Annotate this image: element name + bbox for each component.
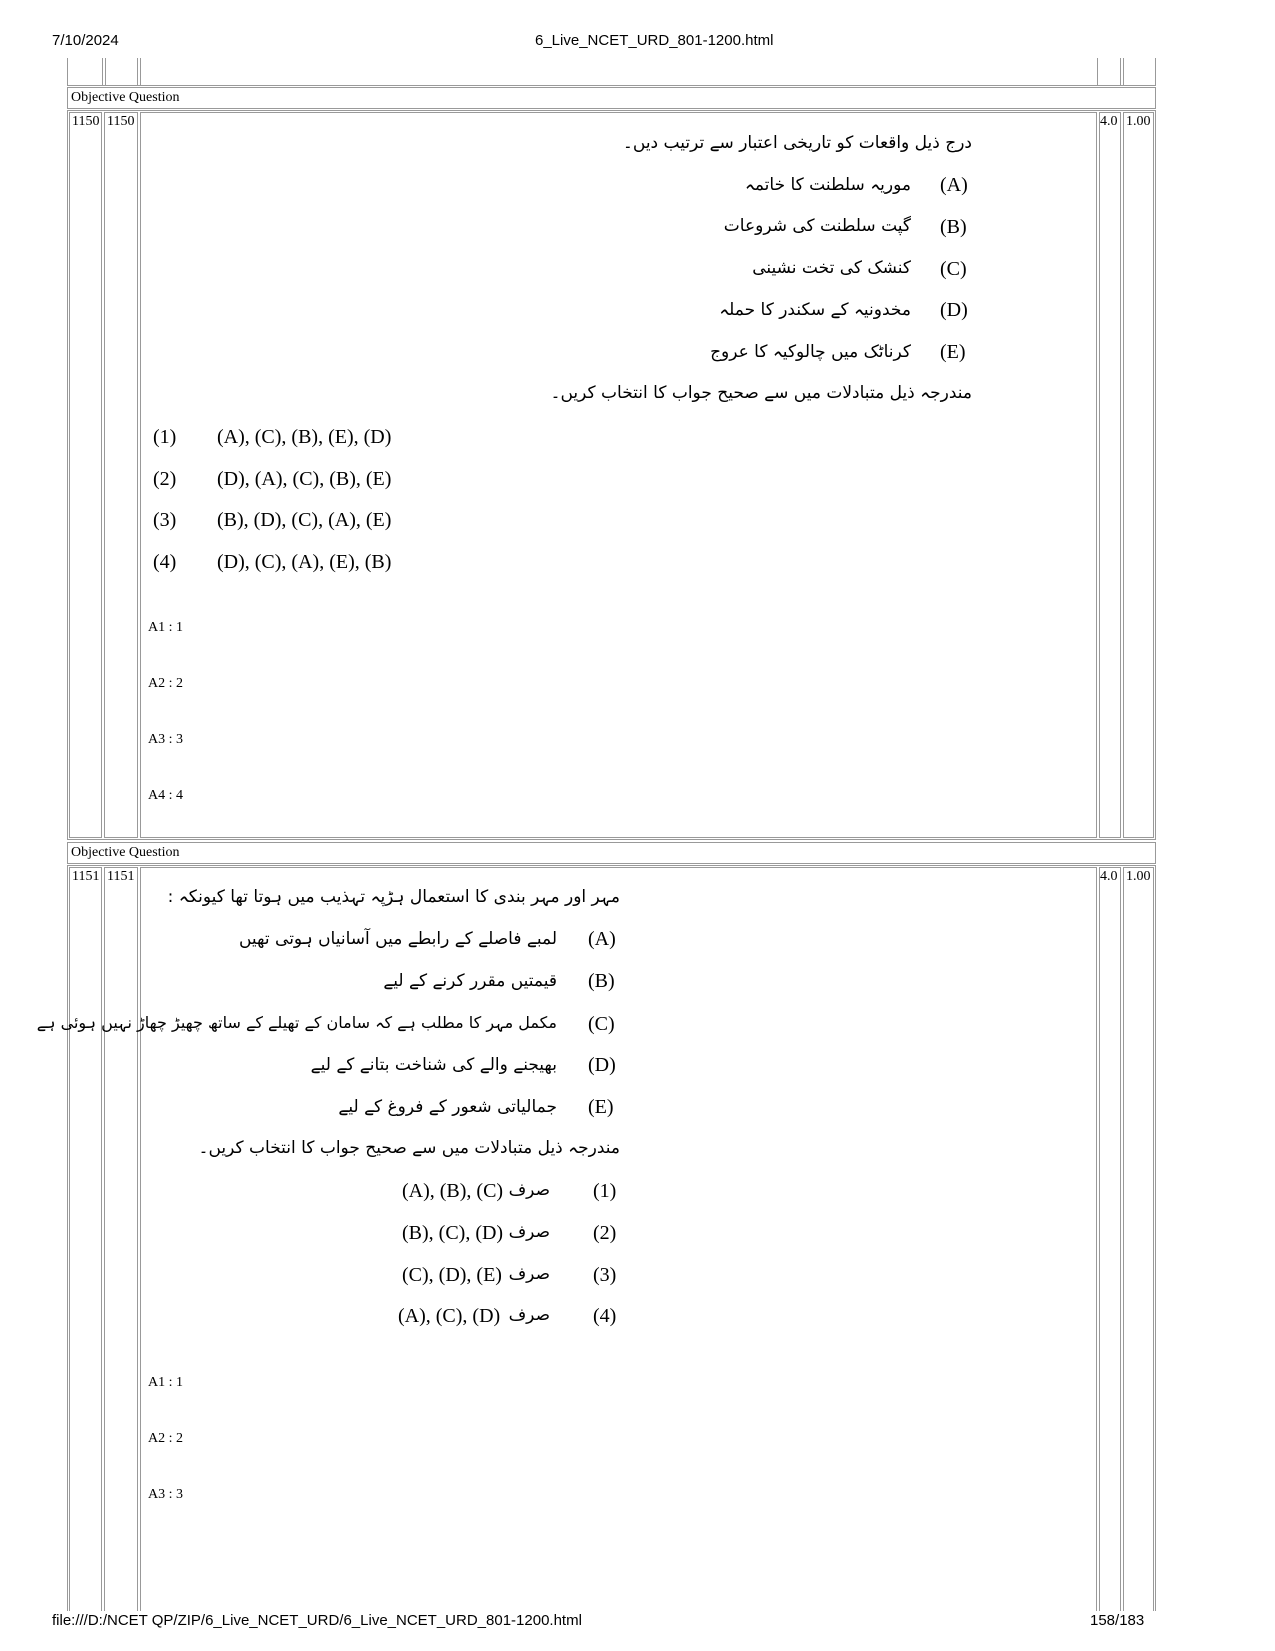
option-text: (D), (C), (A), (E), (B) [217,551,392,573]
option-text: (C), (D), (E) [402,1264,502,1286]
answer-key: A4 : 4 [148,788,183,803]
answer-key: A3 : 3 [148,1487,183,1502]
question-id: 1150 [107,114,135,129]
option-text: (B), (D), (C), (A), (E) [217,509,392,531]
option-number: (1) [153,426,177,448]
negative-marks-value: 1.00 [1126,869,1151,884]
option-text: (A), (C), (D) [398,1305,501,1327]
marks-cell [1099,112,1121,838]
item-text: کرناٹک میں چالوکیہ کا عروج [710,342,911,362]
item-label: (A) [940,174,968,196]
option-text: (A), (C), (B), (E), (D) [217,426,392,448]
answer-key: A3 : 3 [148,732,183,747]
instruction-text: مندرجہ ذیل متبادلات میں سے صحیح جواب کا انتخاب کریں۔ [550,383,972,403]
option-text: (D), (A), (C), (B), (E) [217,468,392,490]
item-text: جمالیاتی شعور کے فروغ کے لیے [338,1097,557,1117]
question-type-row [67,87,1156,109]
answer-key: A1 : 1 [148,620,183,635]
question-stem: درج ذیل واقعات کو تاریخی اعتبار سے ترتیب دیں۔ [622,133,972,153]
instruction-text: مندرجہ ذیل متبادلات میں سے صحیح جواب کا انتخاب کریں۔ [198,1138,620,1158]
marks-value: 4.0 [1100,869,1118,884]
option-number: (1) [593,1180,617,1202]
marks-cell [1099,867,1121,1611]
item-label: (B) [588,970,615,992]
option-prefix: صرف [508,1305,550,1325]
option-text: (B), (C), (D) [402,1222,504,1244]
item-text: کنشک کی تخت نشینی [752,258,911,278]
neg-cell [1123,867,1154,1611]
qid-cell [104,112,138,838]
item-text: مخدونیہ کے سکندر کا حملہ [719,300,911,320]
neg-cell [1123,112,1154,838]
print-date: 7/10/2024 [52,32,119,49]
item-text: مکمل مہر کا مطلب ہے کہ سامان کے تھیلے کے ساتھ چھیڑ چھاڑ نہیں ہوئی ہے [36,1013,557,1032]
item-text: لمبے فاصلے کے رابطے میں آسانیاں ہوتی تھیں [238,929,557,949]
item-text: بھیجنے والے کی شناخت بتانے کے لیے [310,1055,557,1075]
option-prefix: صرف [508,1264,550,1284]
question-type-row [67,842,1156,864]
question-type-label: Objective Question [71,90,180,105]
option-number: (2) [593,1222,617,1244]
item-label: (A) [588,928,616,950]
item-label: (D) [940,299,968,321]
serial-number: 1150 [72,114,100,129]
option-prefix: صرف [508,1180,550,1200]
page-title: 6_Live_NCET_URD_801-1200.html [535,32,774,49]
option-number: (3) [153,509,177,531]
option-number: (4) [153,551,177,573]
content-cell [140,867,1097,1611]
question-id: 1151 [107,869,135,884]
question-type-label: Objective Question [71,845,180,860]
qid-cell [104,867,138,1611]
serial-number: 1151 [72,869,100,884]
item-text: موریہ سلطنت کا خاتمہ [744,175,911,195]
option-number: (3) [593,1264,617,1286]
item-label: (E) [940,341,966,363]
item-label: (B) [940,216,967,238]
option-text: (A), (B), (C) [402,1180,504,1202]
option-prefix: صرف [508,1222,550,1242]
sno-cell [69,867,102,1611]
answer-key: A2 : 2 [148,1431,183,1446]
answer-key: A2 : 2 [148,676,183,691]
page-number: 158/183 [1090,1612,1145,1629]
sno-cell [69,112,102,838]
item-label: (C) [940,258,967,280]
option-number: (4) [593,1305,617,1327]
item-text: گپت سلطنت کی شروعات [723,216,911,236]
negative-marks-value: 1.00 [1126,114,1151,129]
option-number: (2) [153,468,177,490]
answer-key: A1 : 1 [148,1375,183,1390]
question-stem: مہر اور مہر بندی کا استعمال ہڑپہ تہذیب میں ہوتا تھا کیونکہ : [167,887,620,907]
item-text: قیمتیں مقرر کرنے کے لیے [383,971,557,991]
marks-value: 4.0 [1100,114,1118,129]
item-label: (D) [588,1054,616,1076]
item-label: (E) [588,1096,614,1118]
item-label: (C) [588,1013,615,1035]
file-path: file:///D:/NCET QP/ZIP/6_Live_NCET_URD/6_Live_NCET_URD_801-1200.html [52,1612,582,1629]
